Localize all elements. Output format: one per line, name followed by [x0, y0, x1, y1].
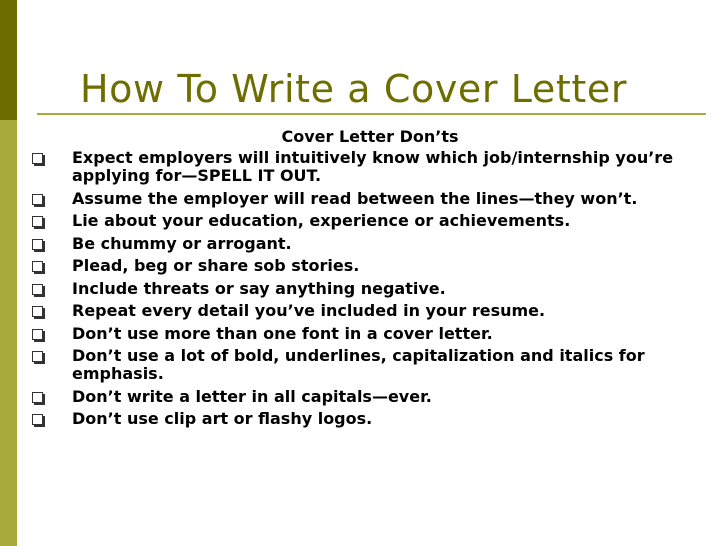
list-item: [32, 388, 722, 406]
left-accent-bar-light: [0, 120, 17, 546]
square-bullet-icon: [32, 284, 43, 295]
list-item: [32, 149, 722, 185]
slide-subtitle: Cover Letter Don’ts: [281, 127, 459, 146]
list-item: [32, 190, 722, 208]
list-item-text: Assume the employer will read between the lines—they won’t.: [72, 188, 638, 208]
square-bullet-icon: [32, 351, 43, 362]
list-item: [32, 212, 722, 230]
list-item: [32, 280, 722, 298]
title-divider: [37, 113, 706, 115]
list-item: [32, 410, 722, 428]
list-item-text: Repeat every detail you’ve included in your resume.: [72, 301, 546, 320]
list-item-text: Don’t write a letter in all capitals—ever.: [72, 386, 432, 406]
list-item-text: Don’t use a lot of bold, underlines, capitalization and italics for emphasis.: [72, 346, 645, 383]
list-item: [32, 325, 722, 343]
square-bullet-icon: [32, 329, 43, 340]
list-item-text: Include threats or say anything negative.: [72, 278, 446, 298]
list-item: [32, 235, 722, 253]
list-item-text: Don’t use clip art or flashy logos.: [72, 409, 373, 428]
list-item-text: Plead, beg or share sob stories.: [72, 256, 360, 275]
list-item: [32, 257, 722, 275]
square-bullet-icon: [32, 306, 43, 317]
square-bullet-icon: [32, 153, 43, 164]
square-bullet-icon: [32, 392, 43, 403]
left-accent-bar-dark: [0, 0, 17, 120]
square-bullet-icon: [32, 194, 43, 205]
list-item: [32, 302, 722, 320]
list-item-text: Expect employers will intuitively know which job/internship you’re applying for—SPELL IT OUT.: [72, 148, 674, 185]
square-bullet-icon: [32, 414, 43, 425]
square-bullet-icon: [32, 216, 43, 227]
left-accent-bar: [0, 0, 17, 546]
list-item-text: Be chummy or arrogant.: [72, 233, 292, 253]
list-item-text: Lie about your education, experience or achievements.: [72, 211, 571, 230]
list-item-text: Don’t use more than one font in a cover letter.: [72, 323, 493, 343]
square-bullet-icon: [32, 261, 43, 272]
list-item: [32, 347, 722, 383]
bullet-list: [32, 149, 722, 433]
square-bullet-icon: [32, 239, 43, 250]
slide-title: How To Write a Cover Letter: [80, 67, 628, 111]
